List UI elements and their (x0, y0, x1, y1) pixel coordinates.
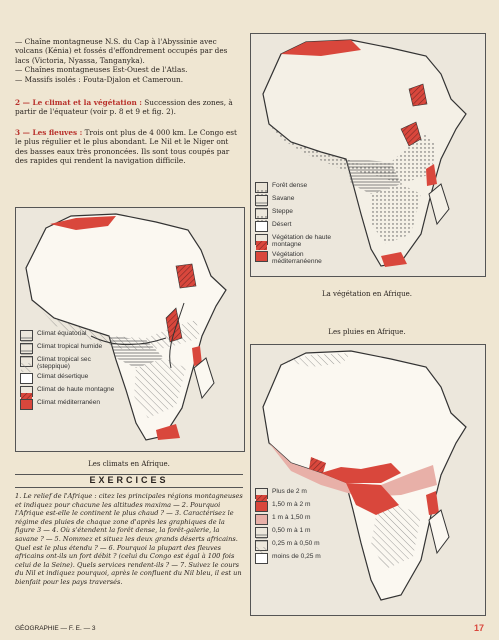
section-rivers-heading: 3 — Les fleuves : (15, 128, 83, 137)
intro-line-2: — Chaînes montagneuses Est-Ouest de l'Atlas. (15, 65, 188, 75)
page-number: 17 (473, 623, 484, 633)
legend-label: Climat de haute montagne (37, 385, 115, 393)
swatch-1-5-2m (255, 501, 268, 512)
legend-row (255, 540, 355, 551)
vegetation-legend (255, 182, 355, 268)
swatch-desert (20, 373, 33, 384)
legend-label: Steppe (272, 208, 293, 215)
vegetation-caption: La végétation en Afrique. (321, 290, 413, 298)
section-rivers (15, 128, 243, 166)
swatch-1-1-5m (255, 514, 268, 525)
legend-label: moins de 0,25 m (272, 553, 321, 560)
swatch-mountain (20, 386, 33, 397)
legend-row (20, 330, 116, 341)
legend-label: Savane (272, 195, 295, 202)
climate-legend (20, 330, 116, 412)
swatch-tropical-humid (20, 343, 33, 354)
legend-label: Désert (272, 221, 292, 228)
legend-label: Climat tropical humide (37, 343, 103, 350)
legend-label: Climat désertique (37, 372, 89, 380)
rain-map (250, 344, 486, 616)
legend-row (20, 373, 116, 384)
legend-row (255, 221, 355, 232)
rain-caption: Les pluies en Afrique. (328, 328, 406, 336)
swatch-0-5-1m (255, 527, 268, 538)
legend-row (255, 251, 355, 266)
rain-legend (255, 488, 355, 566)
swatch-equatorial (20, 330, 33, 341)
intro-line-1: — Chaîne montagneuse N.S. du Cap à l'Abyssinie avec volcans (Kénia) et fossés d'effondrement occupés par des lacs (Victoria, Nyassa, Tanganyka). (15, 37, 228, 65)
legend-row (20, 386, 116, 397)
legend-row (20, 356, 116, 371)
swatch-0-25-0-5m (255, 540, 268, 551)
swatch-mediterranean (20, 399, 33, 410)
legend-label: Végétation méditerranéenne (272, 250, 322, 266)
climate-caption: Les climats en Afrique. (88, 460, 170, 468)
swatch-tropical-dry (20, 356, 33, 367)
intro-text (15, 37, 243, 84)
legend-label: 0,25 m à 0,50 m (272, 540, 320, 547)
legend-row (255, 488, 355, 499)
legend-row (20, 343, 116, 354)
climate-map (15, 207, 245, 452)
legend-row (255, 501, 355, 512)
swatch-mediterranean (255, 251, 268, 262)
section-climate (15, 98, 243, 117)
intro-line-3: — Massifs isolés : Fouta-Djalon et Cameroun. (15, 74, 184, 84)
legend-row (255, 527, 355, 538)
legend-row (20, 399, 116, 410)
vegetation-map (250, 33, 486, 277)
swatch-savanna (255, 195, 268, 206)
legend-label: 1,50 m à 2 m (272, 501, 311, 508)
legend-row (255, 514, 355, 525)
legend-label: Végétation de haute montagne (272, 234, 332, 249)
legend-label: Climat tropical sec (steppique) (37, 356, 91, 371)
swatch-steppe (255, 208, 268, 219)
legend-label: Forêt dense (272, 182, 308, 189)
rain-map-drawing (251, 345, 485, 615)
footer-label: GÉOGRAPHIE — F. E. — 3 (15, 625, 96, 632)
swatch-forest (255, 182, 268, 193)
exercises-header (15, 474, 243, 488)
section-climate-heading: 2 — Le climat et la végétation : (15, 98, 142, 107)
legend-label: 1 m à 1,50 m (272, 514, 311, 521)
legend-row (255, 182, 355, 193)
legend-label: Plus de 2 m (272, 488, 307, 495)
section-climate-text: Succession des zones, à partir de l'équateur (voir p. 8 et 9 et fig. 2). (15, 98, 233, 117)
legend-row (255, 195, 355, 206)
swatch-desert (255, 221, 268, 232)
legend-row (255, 553, 355, 564)
swatch-over-2m (255, 488, 268, 499)
legend-label: 0,50 m à 1 m (272, 527, 311, 534)
section-rivers-text: Trois ont plus de 4 000 km. Le Congo est le plus régulier et le plus abondant. Le Nil et le Niger ont des basses eaux très prononcées. Ils sont tous coupés par des rapides qui rendent la navigation difficile. (15, 128, 237, 166)
exercises-text: 1. Le relief de l'Afrique : citez les principales régions montagneuses et indiquez pour chacune les altitudes maxima — 2. Pourquoi l'Afrique est-elle le continent le plus chaud ? — 3. Caractérisez le régime des pluies de chaque zone d'après les graphiques de la figure 3 — 4. Où s'étendent la forêt dense, la forêt-galerie, la savane ? — 5. Nommez et situez les deux grands déserts africains. Quel est le plus étendu ? — 6. Pourquoi la plupart des fleuves africains ont-ils un fort débit ? (celui du Congo est égal à 100 fois celui de la Seine). Quels services rendent-ils ? — 7. Suivez le cours du Nil et indiquez pourquoi, après le confluent du Nil bleu, il est un bienfait pour les pays traversés. (15, 492, 243, 586)
legend-label: Climat méditerranéen (37, 398, 101, 406)
exercises-title: EXERCICES (89, 475, 169, 485)
legend-row (255, 234, 355, 249)
legend-label: Climat équatorial (37, 330, 87, 337)
swatch-mountain (255, 234, 268, 245)
legend-row (255, 208, 355, 219)
swatch-under-0-25m (255, 553, 268, 564)
